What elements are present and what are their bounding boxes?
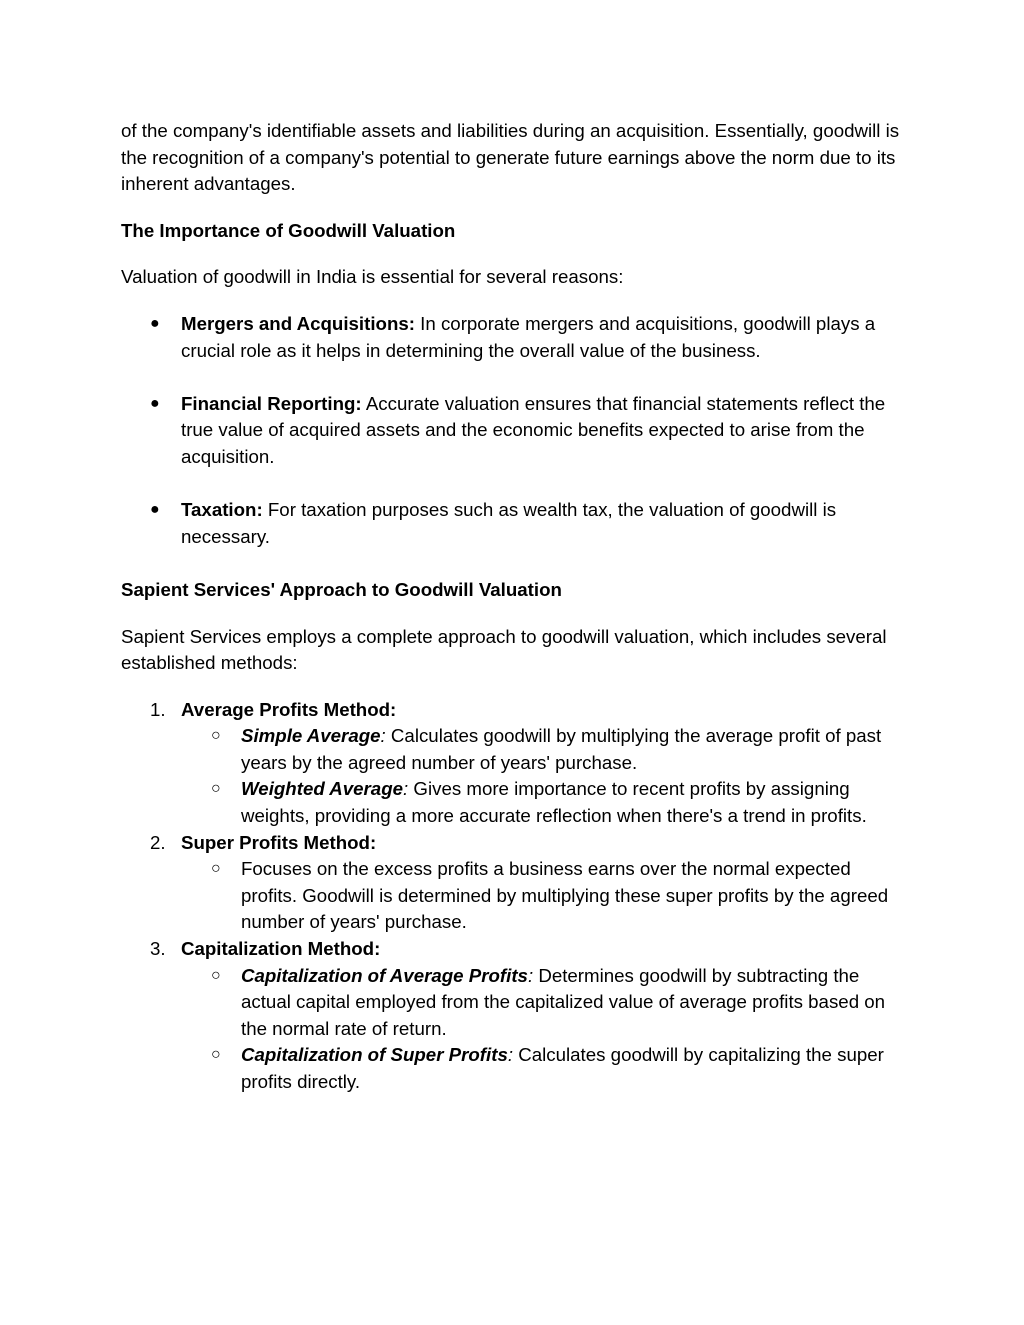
sub-colon: : (507, 1044, 514, 1066)
method-title: Average Profits Method: (181, 698, 397, 720)
sub-term: Simple Average (241, 725, 381, 747)
methods-numbered-list (121, 697, 911, 1096)
method-sub-list (181, 856, 911, 936)
sub-item-weighted-average (181, 776, 911, 829)
method-item-average-profits (121, 697, 911, 830)
method-title: Capitalization Method: (181, 938, 381, 960)
method-title: Super Profits Method: (181, 831, 377, 853)
sub-text: Calculates goodwill by capitalizing the super profits directly. (241, 1044, 884, 1092)
bullet-icon: ● (150, 314, 160, 332)
circle-bullet-icon: ○ (211, 780, 221, 798)
approach-lead-paragraph: Sapient Services employs a complete approach to goodwill valuation, which includes several established methods: (121, 625, 887, 674)
circle-bullet-icon: ○ (211, 966, 221, 984)
sub-text: Gives more importance to recent profits by assigning weights, providing a more accurate reflection when there's a trend in profits. (241, 778, 867, 827)
list-number: 2. (150, 831, 166, 853)
bullet-icon: ● (150, 501, 160, 519)
circle-bullet-icon: ○ (211, 1046, 221, 1064)
bullet-title: Taxation: (181, 499, 263, 521)
sub-item-super-profits-description (181, 856, 911, 936)
sub-text: Calculates goodwill by multiplying the average profit of past years by the agreed number of years' purchase. (241, 725, 882, 773)
document-page (121, 118, 911, 1096)
section-heading-importance: The Importance of Goodwill Valuation (121, 219, 456, 241)
sub-colon: : (380, 725, 386, 747)
bullet-icon: ● (150, 394, 160, 412)
list-number: 3. (150, 938, 166, 960)
method-item-super-profits (121, 830, 911, 936)
bullet-item-mergers (121, 311, 911, 364)
method-sub-list (181, 723, 911, 829)
sub-colon: : (403, 778, 409, 800)
sub-item-simple-average (181, 723, 911, 776)
bullet-item-taxation (121, 497, 911, 550)
bullet-title: Financial Reporting: (181, 392, 362, 414)
sub-item-capitalization-super (181, 1042, 911, 1095)
bullet-text: For taxation purposes such as wealth tax, the valuation of goodwill is necessary. (181, 499, 837, 547)
sub-item-capitalization-average (181, 963, 911, 1043)
circle-bullet-icon: ○ (211, 860, 221, 878)
bullet-title: Mergers and Acquisitions: (181, 312, 415, 334)
sub-colon: : (527, 964, 534, 986)
bullet-text: Accurate valuation ensures that financial statements reflect the true value of acquired assets and the economic benefits expected to arise from the acquisition. (181, 392, 886, 467)
method-sub-list (181, 963, 911, 1096)
bullet-item-financial-reporting (121, 391, 911, 471)
section-heading-approach: Sapient Services' Approach to Goodwill Valuation (121, 578, 562, 600)
sub-text: Focuses on the excess profits a business earns over the normal expected profits. Goodwill is determined by multiplying these super profits by the agreed number of years' purchase. (241, 858, 889, 933)
sub-term: Weighted Average (241, 778, 404, 800)
intro-paragraph: of the company's identifiable assets and liabilities during an acquisition. Essentially, goodwill is the recognition of a company's potential to generate future earnings above the norm due to its inherent advantages. (121, 120, 900, 195)
sub-term: Capitalization of Super Profits (241, 1044, 508, 1066)
sub-term: Capitalization of Average Profits (241, 964, 528, 986)
circle-bullet-icon: ○ (211, 727, 221, 745)
sub-text: Determines goodwill by subtracting the actual capital employed from the capitalized value of average profits based on the normal rate of return. (241, 964, 886, 1039)
bullet-text: In corporate mergers and acquisitions, goodwill plays a crucial role as it helps in determining the overall value of the business. (181, 312, 876, 361)
importance-lead-paragraph: Valuation of goodwill in India is essential for several reasons: (121, 266, 624, 288)
method-item-capitalization (121, 936, 911, 1096)
list-number: 1. (150, 698, 166, 720)
importance-bullet-list (121, 311, 911, 550)
